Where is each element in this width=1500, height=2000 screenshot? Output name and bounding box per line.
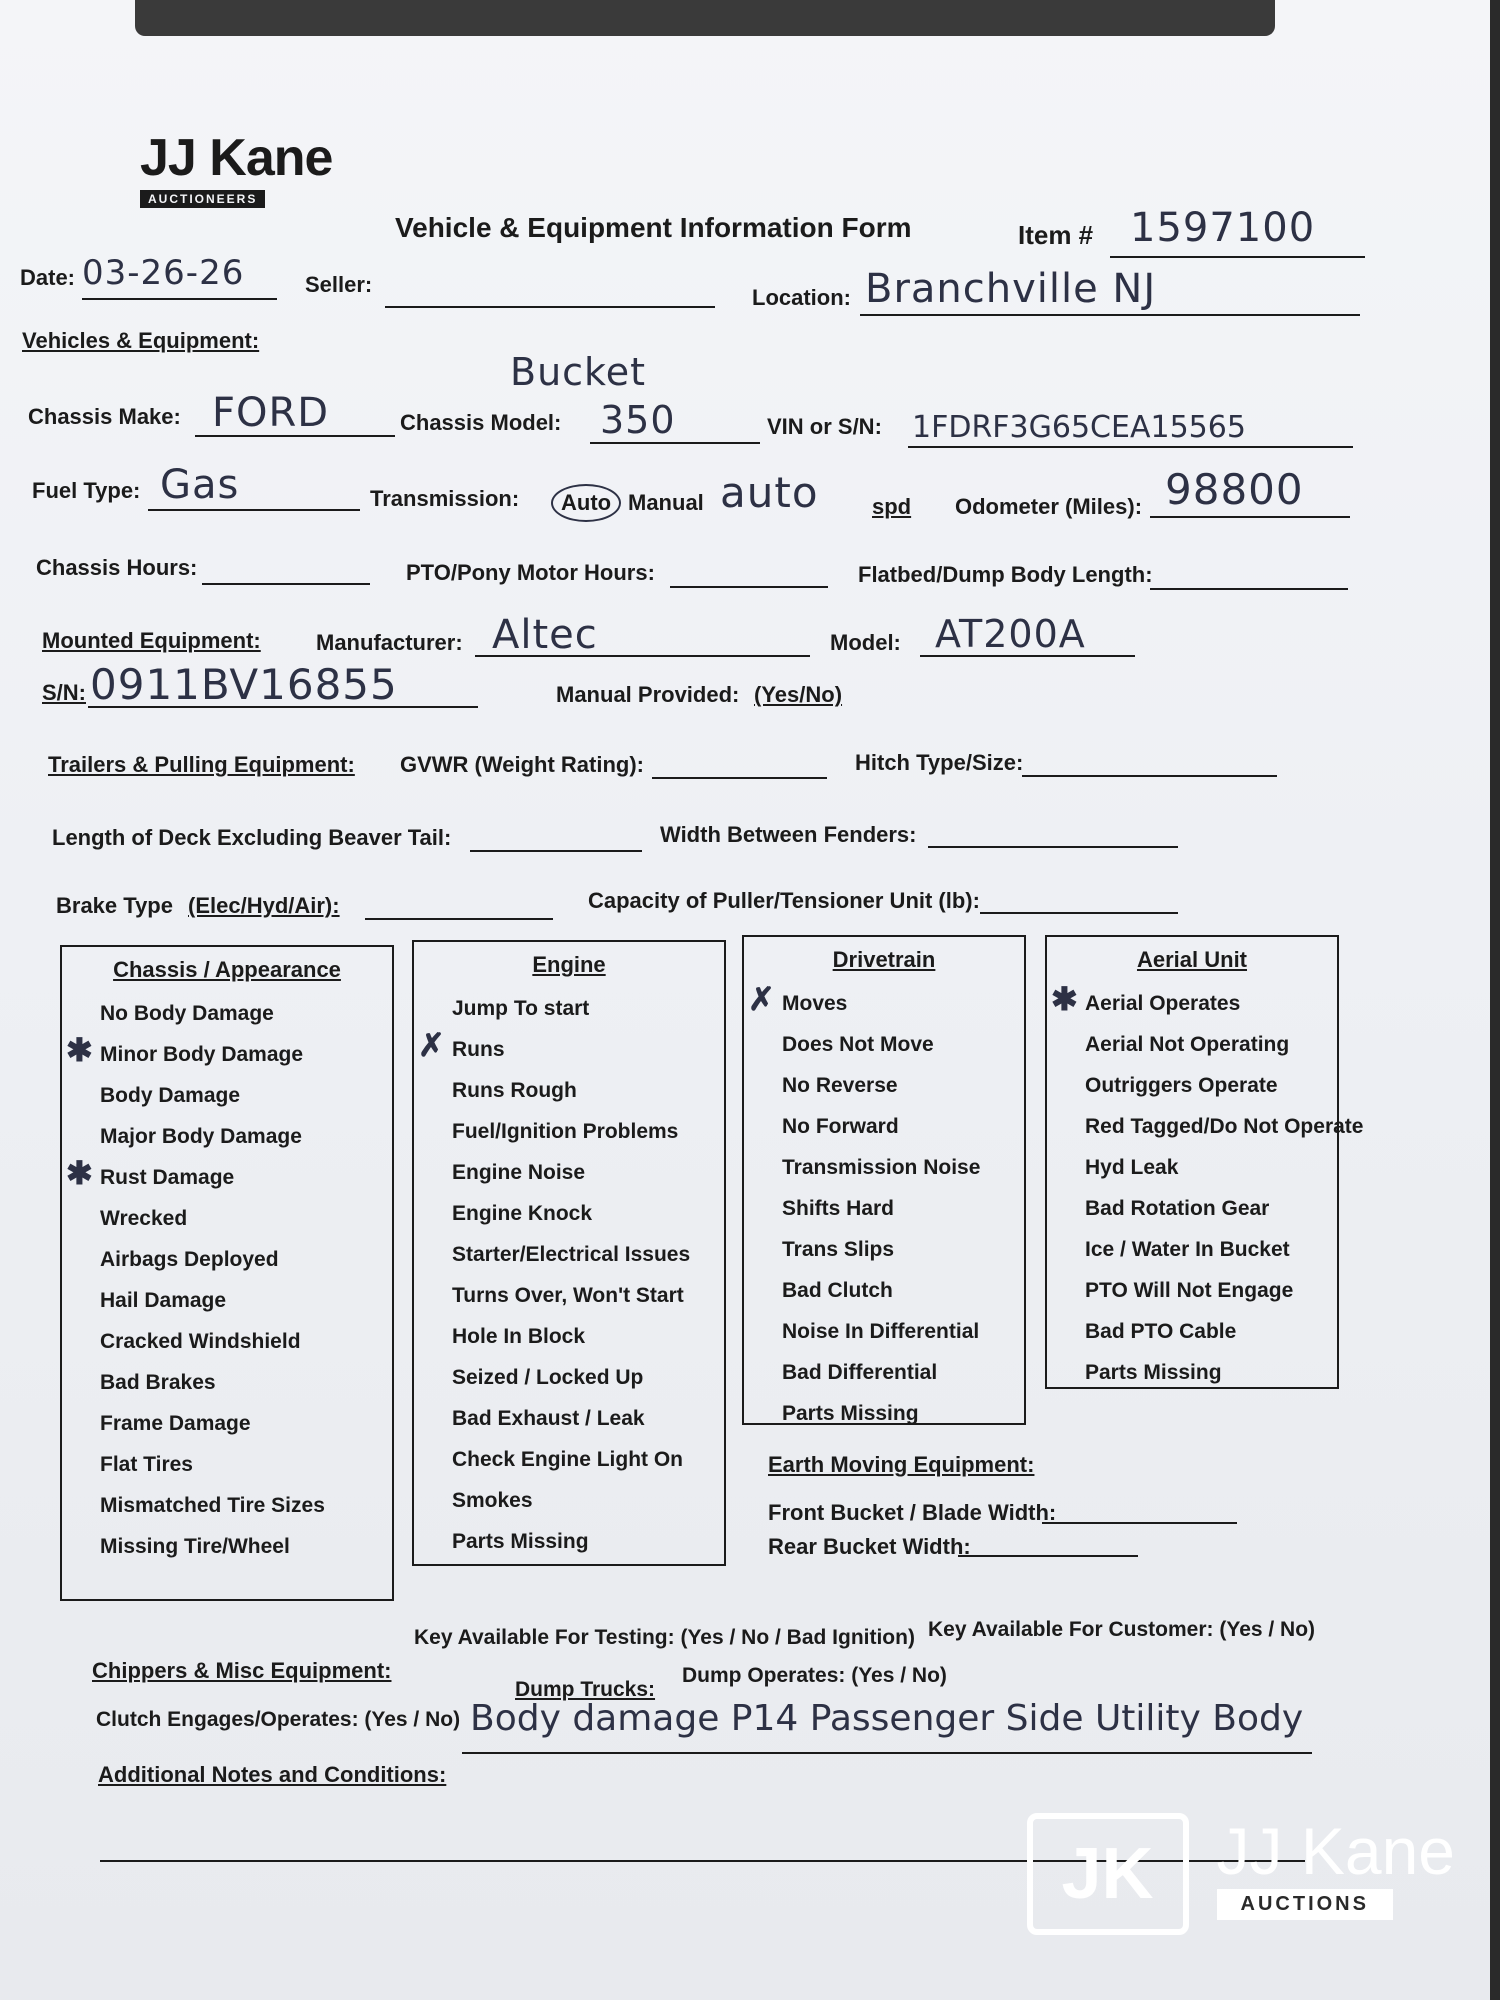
engine-item-label: Bad Exhaust / Leak (452, 1407, 645, 1430)
engine-item-label: Runs (452, 1038, 505, 1061)
drivetrain-title: Drivetrain (832, 947, 936, 972)
aerial-check-mark: ✱ (1051, 981, 1078, 1017)
engine-item-label: Hole In Block (452, 1325, 586, 1348)
drivetrain-item-label: Does Not Move (782, 1033, 934, 1056)
notes-label: Additional Notes and Conditions: (98, 1762, 447, 1787)
engine-item-label: Fuel/Ignition Problems (452, 1120, 679, 1143)
aerial-item (1085, 1270, 1337, 1311)
capacity-label: Capacity of Puller/Tensioner Unit (lb): (588, 888, 980, 913)
aerial-item (1085, 1229, 1337, 1270)
drivetrain-item (782, 1270, 1024, 1311)
engine-item-label: Starter/Electrical Issues (452, 1243, 691, 1266)
drivetrain-item-label: Noise In Differential (782, 1320, 980, 1343)
chassis-item-label: Missing Tire/Wheel (100, 1535, 290, 1558)
chassis-item (100, 1321, 392, 1362)
dump-trucks-heading: Dump Trucks: (515, 1678, 656, 1701)
clutch-label: Clutch Engages/Operates: (Yes / No) (96, 1708, 461, 1731)
drivetrain-item-label: Moves (782, 992, 848, 1015)
chassis-item (100, 1075, 392, 1116)
engine-item (452, 1152, 724, 1193)
watermark-sub: AUCTIONS (1217, 1889, 1393, 1920)
chassis-item-label: Flat Tires (100, 1453, 193, 1476)
logo-sub: AUCTIONEERS (140, 190, 265, 208)
pto-hours-label: PTO/Pony Motor Hours: (406, 560, 655, 585)
date-label: Date: (20, 265, 76, 290)
transmission-auto-option: Auto (551, 484, 621, 522)
engine-box (412, 940, 726, 1566)
hitch-label: Hitch Type/Size: (855, 750, 1024, 775)
chassis-item (66, 1032, 392, 1075)
vehicles-heading: Vehicles & Equipment: (22, 328, 260, 353)
engine-item (452, 1480, 724, 1521)
manufacturer-value: Altec (492, 612, 598, 658)
fenders-width-label: Width Between Fenders: (660, 822, 917, 847)
engine-item-label: Engine Noise (452, 1161, 586, 1184)
chassis-model-value: 350 (600, 398, 676, 442)
key-testing-label: Key Available For Testing: (Yes / No / Bad Ignition) (414, 1626, 915, 1649)
drivetrain-item (782, 1147, 1024, 1188)
engine-item (452, 1111, 724, 1152)
odometer-value: 98800 (1165, 465, 1304, 514)
aerial-item-label: Bad Rotation Gear (1085, 1197, 1270, 1220)
engine-item (452, 1275, 724, 1316)
aerial-item (1085, 1147, 1337, 1188)
fuel-value: Gas (160, 462, 240, 508)
engine-item-label: Engine Knock (452, 1202, 593, 1225)
chassis-appearance-box (60, 945, 394, 1601)
trailers-heading: Trailers & Pulling Equipment: (48, 752, 355, 777)
vin-label: VIN or S/N: (767, 414, 882, 439)
chassis-item (100, 1362, 392, 1403)
chassis-make-value: FORD (212, 390, 330, 436)
chassis-check-mark: ✱ (66, 1155, 93, 1191)
engine-item (452, 1234, 724, 1275)
notes-value: Body damage P14 Passenger Side Utility Body (470, 1698, 1304, 1739)
engine-item (452, 1357, 724, 1398)
chassis-item-label: Hail Damage (100, 1289, 227, 1312)
chassis-item-label: Wrecked (100, 1207, 188, 1230)
manual-provided-label: Manual Provided: (556, 682, 740, 707)
drivetrain-item-label: Parts Missing (782, 1402, 919, 1425)
engine-item (452, 1398, 724, 1439)
item-value: 1597100 (1130, 205, 1316, 251)
jk-mark-icon: JK (1027, 1813, 1189, 1935)
chassis-appearance-title: Chassis / Appearance (113, 957, 341, 982)
drivetrain-item (782, 1188, 1024, 1229)
drivetrain-item-label: Transmission Noise (782, 1156, 981, 1179)
chassis-item (100, 993, 392, 1034)
engine-item (452, 1193, 724, 1234)
drivetrain-item (782, 1024, 1024, 1065)
aerial-item (1051, 981, 1337, 1024)
odometer-label: Odometer (Miles): (955, 494, 1143, 519)
brake-type-options: (Elec/Hyd/Air): (188, 893, 340, 918)
key-customer-label: Key Available For Customer: (Yes / No) (928, 1618, 1316, 1641)
aerial-item (1085, 1352, 1337, 1393)
aerial-item-label: Ice / Water In Bucket (1085, 1238, 1290, 1261)
logo-name: JJ Kane (140, 129, 333, 187)
chassis-item-label: Mismatched Tire Sizes (100, 1494, 325, 1517)
drivetrain-item-label: Bad Clutch (782, 1279, 893, 1302)
engine-title: Engine (532, 952, 606, 977)
chassis-item-label: Cracked Windshield (100, 1330, 301, 1353)
aerial-unit-box (1045, 935, 1364, 1389)
chassis-item-label: Major Body Damage (100, 1125, 302, 1148)
engine-item (452, 1070, 724, 1111)
drivetrain-item (748, 981, 1024, 1024)
drivetrain-item-label: Bad Differential (782, 1361, 938, 1384)
location-label: Location: (752, 285, 851, 310)
engine-item (418, 1027, 724, 1070)
aerial-item (1085, 1024, 1337, 1065)
form-title: Vehicle & Equipment Information Form (395, 212, 912, 243)
drivetrain-item-label: Shifts Hard (782, 1197, 895, 1220)
chassis-model-note: Bucket (510, 350, 646, 394)
gvwr-label: GVWR (Weight Rating): (400, 752, 644, 777)
chassis-check-mark: ✱ (66, 1032, 93, 1068)
chassis-item-label: Bad Brakes (100, 1371, 216, 1394)
chassis-item (100, 1444, 392, 1485)
engine-item-label: Parts Missing (452, 1530, 589, 1553)
engine-item-label: Turns Over, Won't Start (452, 1284, 684, 1307)
drivetrain-check-mark: ✗ (748, 981, 775, 1017)
chippers-heading: Chippers & Misc Equipment: (92, 1658, 392, 1683)
engine-check-mark: ✗ (418, 1027, 445, 1063)
chassis-item (100, 1280, 392, 1321)
manufacturer-label: Manufacturer: (316, 630, 463, 655)
aerial-item (1085, 1311, 1337, 1352)
brake-type-label: Brake Type (56, 893, 173, 918)
engine-item-label: Seized / Locked Up (452, 1366, 644, 1389)
transmission-label: Transmission: (370, 486, 520, 511)
chassis-item-label: No Body Damage (100, 1002, 274, 1025)
jj-kane-logo (140, 128, 332, 208)
drivetrain-item (782, 1393, 1024, 1434)
drivetrain-item (782, 1229, 1024, 1270)
vin-value: 1FDRF3G65CEA15565 (912, 410, 1246, 445)
drivetrain-box (742, 935, 1026, 1425)
chassis-hours-label: Chassis Hours: (36, 555, 198, 580)
drivetrain-item-label: No Forward (782, 1115, 899, 1138)
engine-item-label: Runs Rough (452, 1079, 577, 1102)
deck-length-label: Length of Deck Excluding Beaver Tail: (52, 825, 452, 850)
sn-value: 0911BV16855 (90, 660, 398, 709)
aerial-item-label: Outriggers Operate (1085, 1074, 1278, 1097)
seller-label: Seller: (305, 272, 373, 297)
spd-label: spd (872, 494, 912, 519)
chassis-item-label: Rust Damage (100, 1166, 235, 1189)
transmission-value: auto (720, 468, 819, 517)
engine-item (452, 1521, 724, 1562)
front-bucket-label: Front Bucket / Blade Width: (768, 1500, 1057, 1525)
model-label: Model: (830, 630, 901, 655)
engine-item (452, 1439, 724, 1480)
transmission-manual-option: Manual (628, 490, 704, 515)
chassis-item-label: Body Damage (100, 1084, 241, 1107)
location-value: Branchville NJ (865, 266, 1157, 312)
chassis-item (100, 1403, 392, 1444)
drivetrain-item-label: No Reverse (782, 1074, 898, 1097)
date-value: 03-26-26 (82, 253, 245, 293)
chassis-item-label: Minor Body Damage (100, 1043, 304, 1066)
aerial-item-label: Aerial Not Operating (1085, 1033, 1290, 1056)
chassis-item (66, 1155, 392, 1198)
model-value: AT200A (935, 612, 1086, 656)
engine-item (452, 988, 724, 1029)
item-label: Item # (1018, 220, 1094, 250)
drivetrain-item (782, 1311, 1024, 1352)
chassis-item (100, 1526, 392, 1567)
aerial-item-label: PTO Will Not Engage (1085, 1279, 1294, 1302)
aerial-item-label: Red Tagged/Do Not Operate (1085, 1115, 1364, 1138)
chassis-item (100, 1485, 392, 1526)
engine-item (452, 1316, 724, 1357)
drivetrain-item (782, 1106, 1024, 1147)
aerial-item-label: Hyd Leak (1085, 1156, 1179, 1179)
chassis-item-label: Airbags Deployed (100, 1248, 279, 1271)
chassis-item-label: Frame Damage (100, 1412, 251, 1435)
fuel-label: Fuel Type: (32, 478, 141, 503)
aerial-item-label: Bad PTO Cable (1085, 1320, 1237, 1343)
dump-operates-label: Dump Operates: (Yes / No) (682, 1664, 947, 1687)
aerial-unit-title: Aerial Unit (1136, 947, 1248, 972)
chassis-make-label: Chassis Make: (28, 404, 181, 429)
flatbed-length-label: Flatbed/Dump Body Length: (858, 562, 1153, 587)
aerial-item-label: Parts Missing (1085, 1361, 1222, 1384)
chassis-model-label: Chassis Model: (400, 410, 562, 435)
engine-item-label: Jump To start (452, 997, 590, 1020)
manual-provided-options: (Yes/No) (754, 682, 843, 707)
mounted-heading: Mounted Equipment: (42, 628, 261, 653)
earth-moving-heading: Earth Moving Equipment: (768, 1452, 1035, 1477)
chassis-item (100, 1116, 392, 1157)
chassis-item (100, 1239, 392, 1280)
drivetrain-item (782, 1065, 1024, 1106)
aerial-item-label: Aerial Operates (1085, 992, 1241, 1015)
sn-label: S/N: (42, 680, 86, 705)
watermark-name: JJ Kane (1216, 1814, 1455, 1888)
engine-item-label: Smokes (452, 1489, 533, 1512)
clipboard-clip (135, 0, 1275, 36)
chassis-item (100, 1198, 392, 1239)
aerial-item (1085, 1188, 1337, 1229)
drivetrain-item-label: Trans Slips (782, 1238, 895, 1261)
jj-kane-auctions-watermark (1061, 1813, 1455, 1920)
aerial-item (1085, 1106, 1364, 1147)
drivetrain-item (782, 1352, 1024, 1393)
engine-item-label: Check Engine Light On (452, 1448, 684, 1471)
aerial-item (1085, 1065, 1337, 1106)
rear-bucket-label: Rear Bucket Width: (768, 1534, 971, 1559)
